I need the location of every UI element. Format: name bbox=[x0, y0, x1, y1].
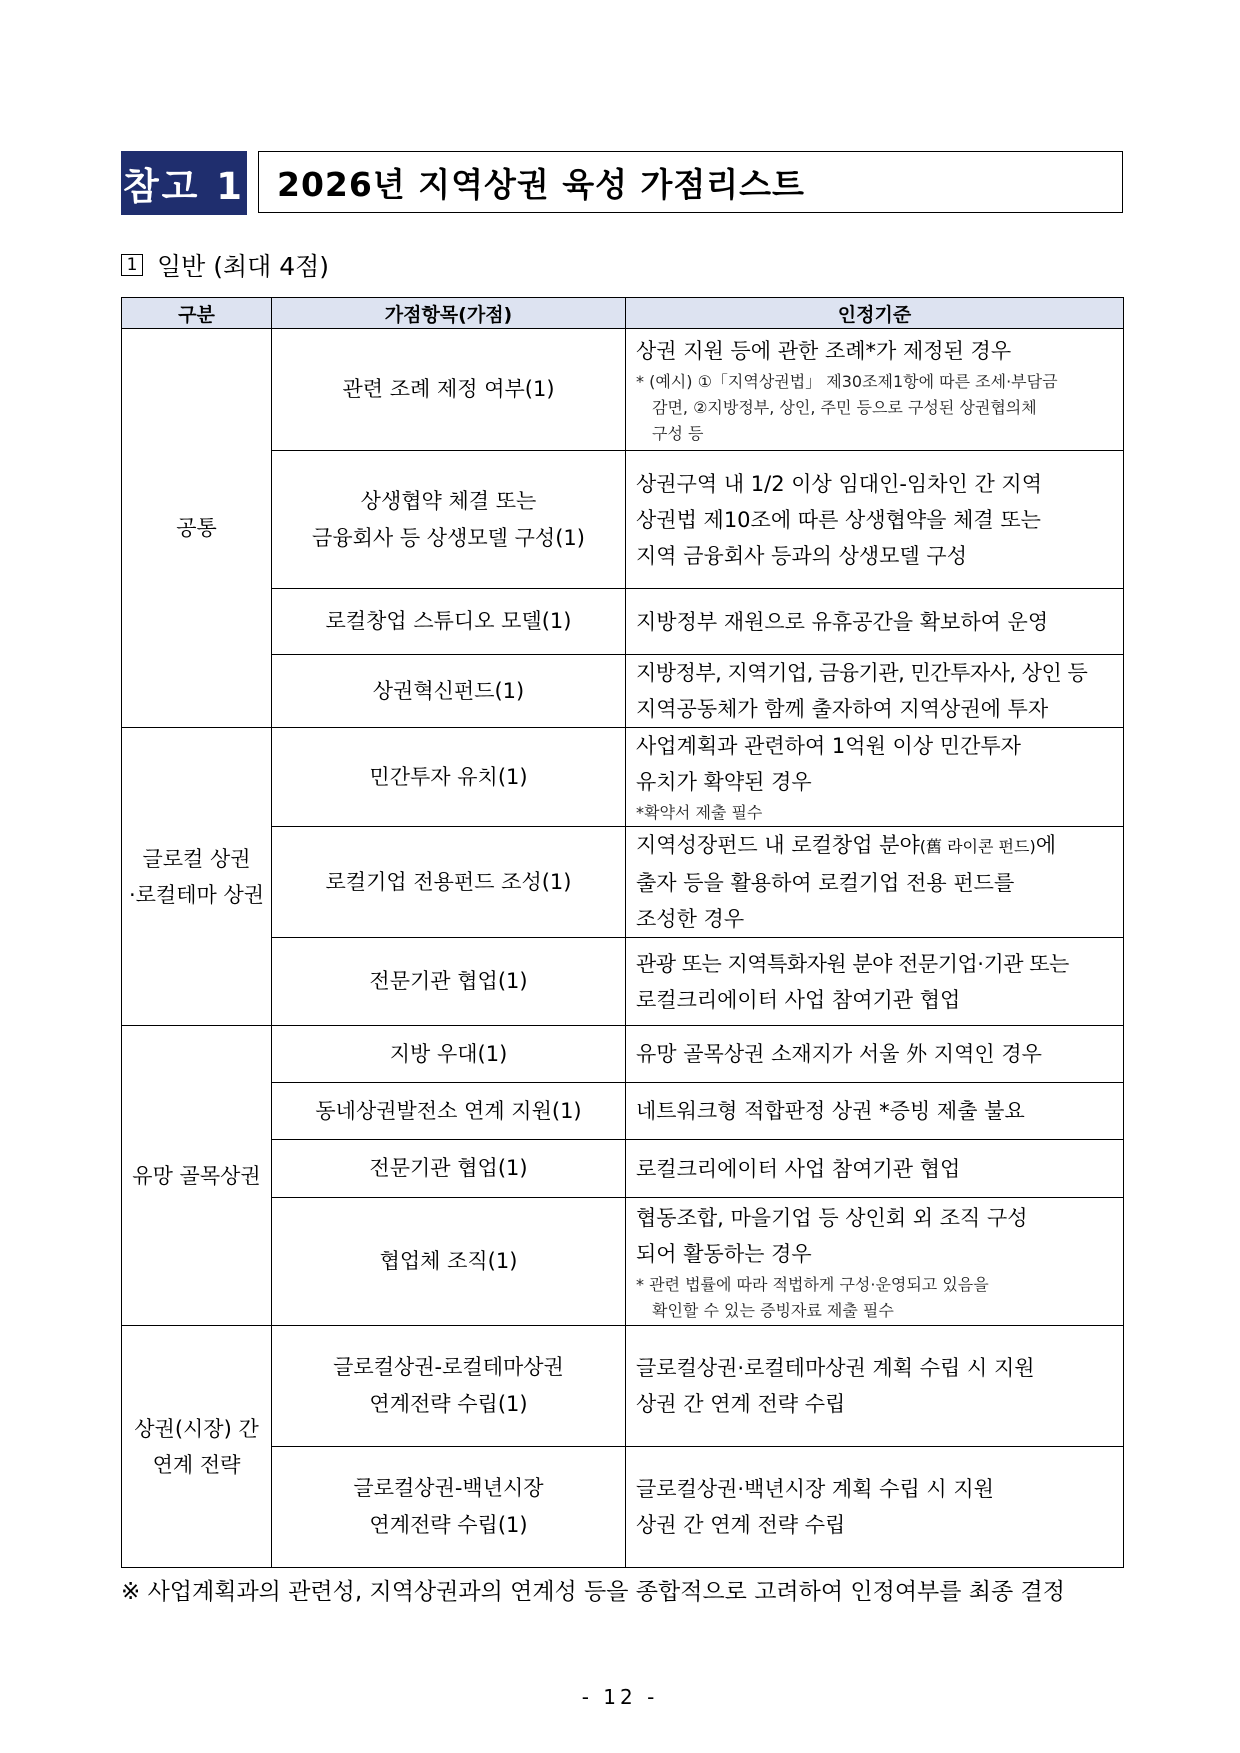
category-common: 공통 bbox=[122, 329, 272, 728]
criteria-cell bbox=[626, 329, 1124, 451]
criteria-line: 사업계획과 관련하여 1억원 이상 민간투자 bbox=[636, 734, 1021, 758]
category-line: 상권(시장) 간 bbox=[134, 1416, 259, 1441]
table-row bbox=[122, 329, 1124, 451]
criteria-line: 상권 간 연계 전략 수립 bbox=[636, 1513, 846, 1537]
table-row bbox=[122, 827, 1124, 938]
criteria-cell bbox=[626, 1447, 1124, 1568]
criteria-line: 협동조합, 마을기업 등 상인회 외 조직 구성 bbox=[636, 1205, 1028, 1230]
item-line: 금융회사 등 상생모델 구성(1) bbox=[312, 525, 585, 550]
item-line: 연계전략 수립(1) bbox=[369, 1513, 528, 1537]
header-item: 가점항목(가점) bbox=[272, 298, 626, 329]
criteria-line: 지역공동체가 함께 출자하여 지역상권에 투자 bbox=[636, 697, 1049, 721]
category-promising: 유망 골목상권 bbox=[122, 1026, 272, 1326]
criteria-line: 출자 등을 활용하여 로컬기업 전용 펀드를 bbox=[636, 871, 1015, 895]
item-cell bbox=[272, 451, 626, 589]
footnote: ※ 사업계획과의 관련성, 지역상권과의 연계성 등을 종합적으로 고려하여 인정여부를 최종 결정 bbox=[121, 1579, 1065, 1605]
item-cell: 전문기관 협업(1) bbox=[272, 938, 626, 1026]
criteria-line: 되어 활동하는 경우 bbox=[636, 1241, 812, 1266]
item-cell: 지방 우대(1) bbox=[272, 1026, 626, 1083]
criteria-cell bbox=[626, 655, 1124, 728]
item-line: 글로컬상권-로컬테마상권 bbox=[333, 1355, 564, 1379]
criteria-line: 지역 금융회사 등과의 상생모델 구성 bbox=[636, 543, 967, 568]
table-row bbox=[122, 655, 1124, 728]
table-row bbox=[122, 589, 1124, 655]
criteria-text: 에 bbox=[1035, 833, 1056, 857]
page-number: - 12 - bbox=[581, 1685, 659, 1709]
category-glocal bbox=[122, 728, 272, 1026]
criteria-cell: 유망 골목상권 소재지가 서울 外 지역인 경우 bbox=[626, 1026, 1124, 1083]
table-row bbox=[122, 1198, 1124, 1326]
category-line: 연계 전략 bbox=[152, 1452, 241, 1477]
note-line: 감면, ②지방정부, 상인, 주민 등으로 구성된 상권협의체 bbox=[652, 397, 1037, 417]
criteria-cell: 로컬크리에이터 사업 참여기관 협업 bbox=[626, 1140, 1124, 1198]
page-title: 2026년 지역상권 육성 가점리스트 bbox=[258, 151, 1123, 213]
note-line: 구성 등 bbox=[652, 423, 704, 443]
table-row bbox=[122, 1447, 1124, 1568]
item-line: 상생협약 체결 또는 bbox=[360, 488, 537, 513]
reference-badge: 참고 1 bbox=[121, 151, 247, 215]
criteria-line: 글로컬상권·백년시장 계획 수립 시 지원 bbox=[636, 1477, 994, 1501]
criteria-note: *확약서 제출 필수 bbox=[636, 803, 763, 822]
criteria-aside: (舊 라이콘 펀드) bbox=[919, 837, 1036, 856]
table-row bbox=[122, 1326, 1124, 1447]
criteria-cell bbox=[626, 451, 1124, 589]
item-line: 연계전략 수립(1) bbox=[369, 1392, 528, 1416]
criteria-line: 글로컬상권·로컬테마상권 계획 수립 시 지원 bbox=[636, 1356, 1035, 1380]
item-cell: 로컬창업 스튜디오 모델(1) bbox=[272, 589, 626, 655]
item-cell: 로컬기업 전용펀드 조성(1) bbox=[272, 827, 626, 938]
item-cell bbox=[272, 1447, 626, 1568]
criteria-line: 상권 간 연계 전략 수립 bbox=[636, 1392, 846, 1416]
criteria-cell bbox=[626, 1326, 1124, 1447]
criteria-cell: 네트워크형 적합판정 상권 *증빙 제출 불요 bbox=[626, 1083, 1124, 1140]
criteria-line: 유치가 확약된 경우 bbox=[636, 770, 812, 794]
item-cell: 관련 조례 제정 여부(1) bbox=[272, 329, 626, 451]
criteria-cell bbox=[626, 827, 1124, 938]
criteria-line bbox=[636, 827, 1113, 865]
section-number: 1 bbox=[121, 254, 143, 276]
bonus-points-table bbox=[121, 297, 1124, 1568]
criteria-line: 상권법 제10조에 따른 상생협약을 체결 또는 bbox=[636, 507, 1041, 532]
item-cell: 민간투자 유치(1) bbox=[272, 728, 626, 827]
table-row bbox=[122, 938, 1124, 1026]
criteria-line: 조성한 경우 bbox=[636, 907, 745, 931]
criteria-text: 지역성장펀드 내 로컬창업 분야 bbox=[636, 833, 920, 857]
criteria-cell bbox=[626, 1198, 1124, 1326]
header-criteria: 인정기준 bbox=[626, 298, 1124, 329]
criteria-cell bbox=[626, 728, 1124, 827]
item-cell: 동네상권발전소 연계 지원(1) bbox=[272, 1083, 626, 1140]
item-cell bbox=[272, 1326, 626, 1447]
item-cell: 상권혁신펀드(1) bbox=[272, 655, 626, 728]
criteria-cell bbox=[626, 938, 1124, 1026]
criteria-note bbox=[636, 1272, 1113, 1324]
table-row bbox=[122, 451, 1124, 589]
section-title: 일반 (최대 4점) bbox=[157, 252, 330, 281]
category-line: ·로컬테마 상권 bbox=[128, 882, 265, 907]
item-cell: 협업체 조직(1) bbox=[272, 1198, 626, 1326]
criteria-note bbox=[636, 369, 1113, 447]
note-line: 확인할 수 있는 증빙자료 제출 필수 bbox=[652, 1300, 894, 1320]
note-line: * 관련 법률에 따라 적법하게 구성·운영되고 있음을 bbox=[636, 1274, 989, 1294]
item-line: 글로컬상권-백년시장 bbox=[353, 1476, 544, 1500]
table-row bbox=[122, 1026, 1124, 1083]
section-heading bbox=[121, 247, 329, 283]
criteria-line: 로컬크리에이터 사업 참여기관 협업 bbox=[636, 987, 961, 1012]
criteria-line: 상권구역 내 1/2 이상 임대인-임차인 간 지역 bbox=[636, 471, 1043, 496]
category-inter-market bbox=[122, 1326, 272, 1568]
header-category: 구분 bbox=[122, 298, 272, 329]
table-row bbox=[122, 728, 1124, 827]
criteria-cell: 지방정부 재원으로 유휴공간을 확보하여 운영 bbox=[626, 589, 1124, 655]
table-row bbox=[122, 1083, 1124, 1140]
note-line: * (예시) ①「지역상권법」 제30조제1항에 따른 조세·부담금 bbox=[636, 371, 1058, 391]
criteria-line: 관광 또는 지역특화자원 분야 전문기업·기관 또는 bbox=[636, 951, 1069, 976]
category-line: 글로컬 상권 bbox=[142, 846, 251, 871]
item-cell: 전문기관 협업(1) bbox=[272, 1140, 626, 1198]
criteria-text: 상권 지원 등에 관한 조례*가 제정된 경우 bbox=[636, 338, 1012, 363]
table-row bbox=[122, 1140, 1124, 1198]
criteria-line: 지방정부, 지역기업, 금융기관, 민간투자사, 상인 등 bbox=[636, 661, 1088, 685]
table-header-row bbox=[122, 298, 1124, 329]
